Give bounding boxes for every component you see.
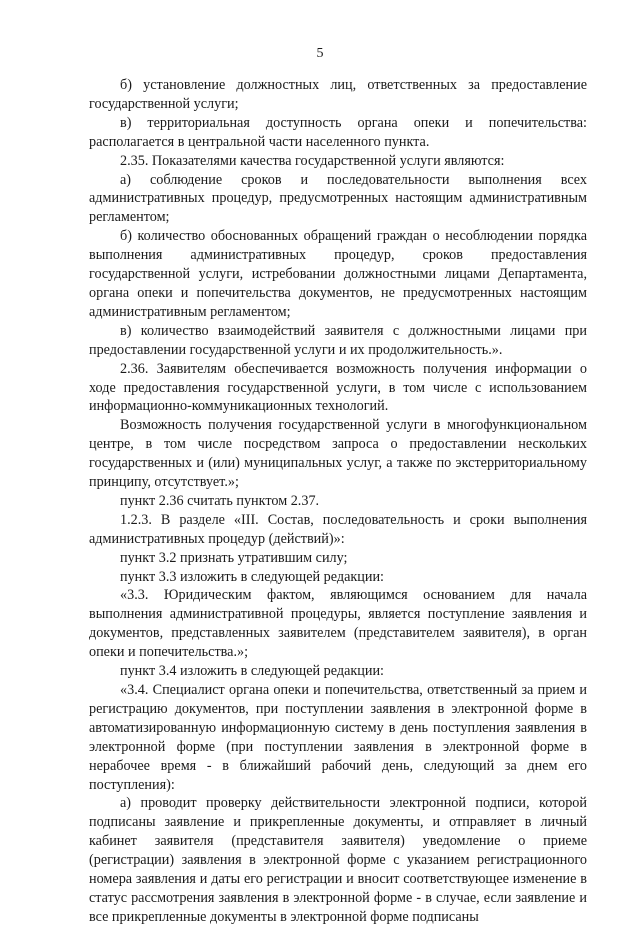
paragraph: пункт 3.2 признать утратившим силу; <box>120 549 348 566</box>
document-body <box>89 76 587 927</box>
paragraph: б) количество обоснованных обращений граждан о несоблюдении порядка выполнения административных процедур, сроков предоставления государственной услуги, истребовании должностными лицами Департамента, органа опеки и попечительства документов, не предусмотренных настоящим административным регламентом; <box>89 228 587 320</box>
paragraph: в) количество взаимодействий заявителя с должностными лицами при предоставлении государственной услуги и их продолжительность.». <box>89 322 587 358</box>
paragraph: 2.35. Показателями качества государственной услуги являются: <box>120 152 505 169</box>
paragraph: в) территориальная доступность органа опеки и попечительства: располагается в центральной части населенного пункта. <box>89 114 587 150</box>
paragraph: «3.4. Специалист органа опеки и попечительства, ответственный за прием и регистрацию документов, при поступлении заявления в электронной форме в автоматизированную информационную систему в день поступления заявления в электронной форме (при поступлении заявления в электронной форме в нерабочее время - в ближайший рабочий день, следующий за днем его поступления): <box>89 682 587 793</box>
page-number: 5 <box>316 46 324 61</box>
paragraph: 1.2.3. В разделе «III. Состав, последовательность и сроки выполнения административных процедур (действий)»: <box>89 511 587 547</box>
paragraph: а) соблюдение сроков и последовательности выполнения всех административных процедур, предусмотренных настоящим административным регламентом; <box>89 171 587 226</box>
paragraph: пункт 3.4 изложить в следующей редакции: <box>120 663 384 680</box>
paragraph: 2.36. Заявителям обеспечивается возможность получения информации о ходе предоставления государственной услуги, в том числе с использованием информационно-коммуникационных технологий. <box>89 360 587 415</box>
paragraph: пункт 3.3 изложить в следующей редакции: <box>120 568 384 585</box>
paragraph: б) установление должностных лиц, ответственных за предоставление государственной услуги; <box>89 77 587 112</box>
paragraph: а) проводит проверку действительности электронной подписи, которой подписаны заявление и прикрепленные документы, и отправляет в личный кабинет заявителя (представителя заявителя) уведомление о приеме (регистрации) заявления в электронной форме с указанием регистрационного номера заявления и даты его регистрации и вносит соответствующее изменение в статус рассмотрения заявления в электронной форме - в случае, если заявление и все прикрепленные документы в электронной форме подписаны <box>89 795 587 925</box>
paragraph: Возможность получения государственной услуги в многофункциональном центре, в том числе посредством запроса о предоставлении нескольких государственных и (или) муниципальных услуг, а также по экстерриториальному принципу, отсутствует.»; <box>89 417 587 491</box>
paragraph: пункт 2.36 считать пунктом 2.37. <box>120 492 320 509</box>
paragraph: «3.3. Юридическим фактом, являющимся основанием для начала выполнения административной процедуры, является поступление заявления и документов, представленных заявителем (представителем заявителя), в орган опеки и попечительства.»; <box>89 587 587 661</box>
